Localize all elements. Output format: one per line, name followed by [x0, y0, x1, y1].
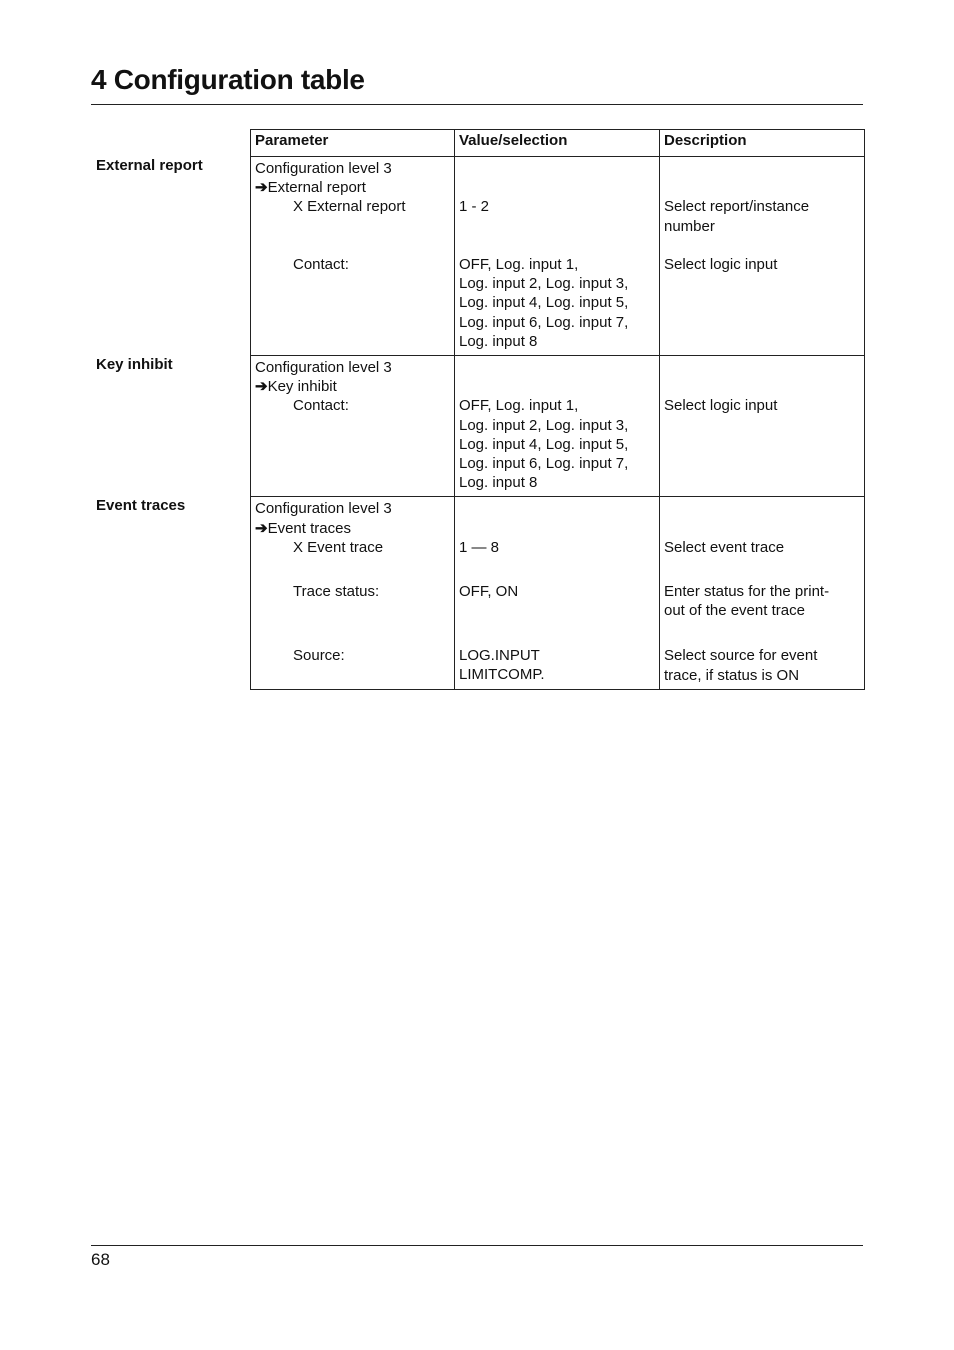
parameter-cell — [251, 157, 455, 356]
desc-x-external-report: number — [664, 217, 715, 235]
param-x-external-report: X External report — [293, 198, 406, 216]
value-contact-line: Log. input 4, Log. input 5, — [459, 294, 629, 312]
table-row-external-report — [251, 157, 865, 356]
arrow-right-icon: ➔ — [255, 378, 268, 396]
value-cell — [455, 356, 660, 497]
description-cell — [660, 356, 865, 497]
table-header-row — [251, 130, 865, 157]
value-source-line: LOG.INPUT — [459, 647, 540, 665]
config-path-item: External report — [267, 179, 366, 197]
table-row-event-traces — [251, 497, 865, 689]
configuration-table — [250, 129, 864, 690]
header-value-selection: Value/selection — [455, 130, 660, 157]
param-trace-status: Trace status: — [293, 583, 380, 600]
title-divider — [91, 104, 863, 105]
config-level-text: Configuration level 3 — [255, 500, 392, 518]
value-x-external-report: 1 - 2 — [459, 198, 490, 216]
value-trace-status: OFF, ON — [459, 582, 519, 600]
parameter-cell — [251, 356, 455, 497]
desc-source: trace, if status is ON — [664, 666, 800, 684]
section-label-event-traces: Event traces — [96, 497, 186, 514]
config-path-line — [255, 178, 450, 197]
desc-contact: Select logic input — [664, 397, 778, 415]
desc-trace-status: out of the event trace — [664, 602, 805, 620]
value-contact-line: Log. input 8 — [459, 474, 538, 492]
value-contact-line: OFF, Log. input 1, — [459, 397, 579, 415]
desc-contact: Select logic input — [664, 255, 778, 273]
config-level-text: Configuration level 3 — [255, 160, 392, 177]
value-cell — [455, 497, 660, 689]
arrow-right-icon: ➔ — [255, 519, 268, 537]
desc-source: Select source for event — [664, 647, 818, 665]
param-contact: Contact: — [293, 255, 349, 273]
value-contact-line: Log. input 6, Log. input 7, — [459, 313, 629, 331]
value-source-line: LIMITCOMP. — [459, 666, 545, 684]
desc-x-event-trace: Select event trace — [664, 538, 785, 556]
param-source: Source: — [293, 647, 345, 665]
config-path-item: Event traces — [267, 519, 351, 537]
desc-x-external-report: Select report/instance — [664, 198, 810, 216]
value-contact-line: OFF, Log. input 1, — [459, 255, 579, 273]
chapter-title: 4 Configuration table — [91, 64, 365, 95]
header-description: Description — [660, 130, 865, 157]
value-contact-line: Log. input 2, Log. input 3, — [459, 416, 629, 434]
table-row-key-inhibit — [251, 356, 865, 497]
section-label-key-inhibit: Key inhibit — [96, 356, 173, 373]
parameter-cell — [251, 497, 455, 689]
value-contact-line: Log. input 2, Log. input 3, — [459, 275, 629, 293]
value-cell — [455, 157, 660, 356]
config-path-line — [255, 377, 450, 396]
config-path-line — [255, 519, 450, 538]
page-number: 68 — [91, 1250, 110, 1269]
header-parameter: Parameter — [251, 130, 455, 157]
param-x-event-trace: X Event trace — [293, 538, 384, 556]
description-cell — [660, 497, 865, 689]
param-contact: Contact: — [293, 397, 349, 415]
value-contact-line: Log. input 6, Log. input 7, — [459, 454, 629, 472]
desc-trace-status: Enter status for the print- — [664, 582, 830, 600]
section-label-external-report: External report — [96, 157, 203, 174]
config-level-text: Configuration level 3 — [255, 359, 392, 376]
footer-divider — [91, 1245, 863, 1246]
value-contact-line: Log. input 8 — [459, 332, 538, 350]
config-path-item: Key inhibit — [267, 378, 337, 396]
arrow-right-icon: ➔ — [255, 179, 268, 197]
value-contact-line: Log. input 4, Log. input 5, — [459, 435, 629, 453]
value-x-event-trace: 1 — 8 — [459, 538, 500, 556]
description-cell — [660, 157, 865, 356]
